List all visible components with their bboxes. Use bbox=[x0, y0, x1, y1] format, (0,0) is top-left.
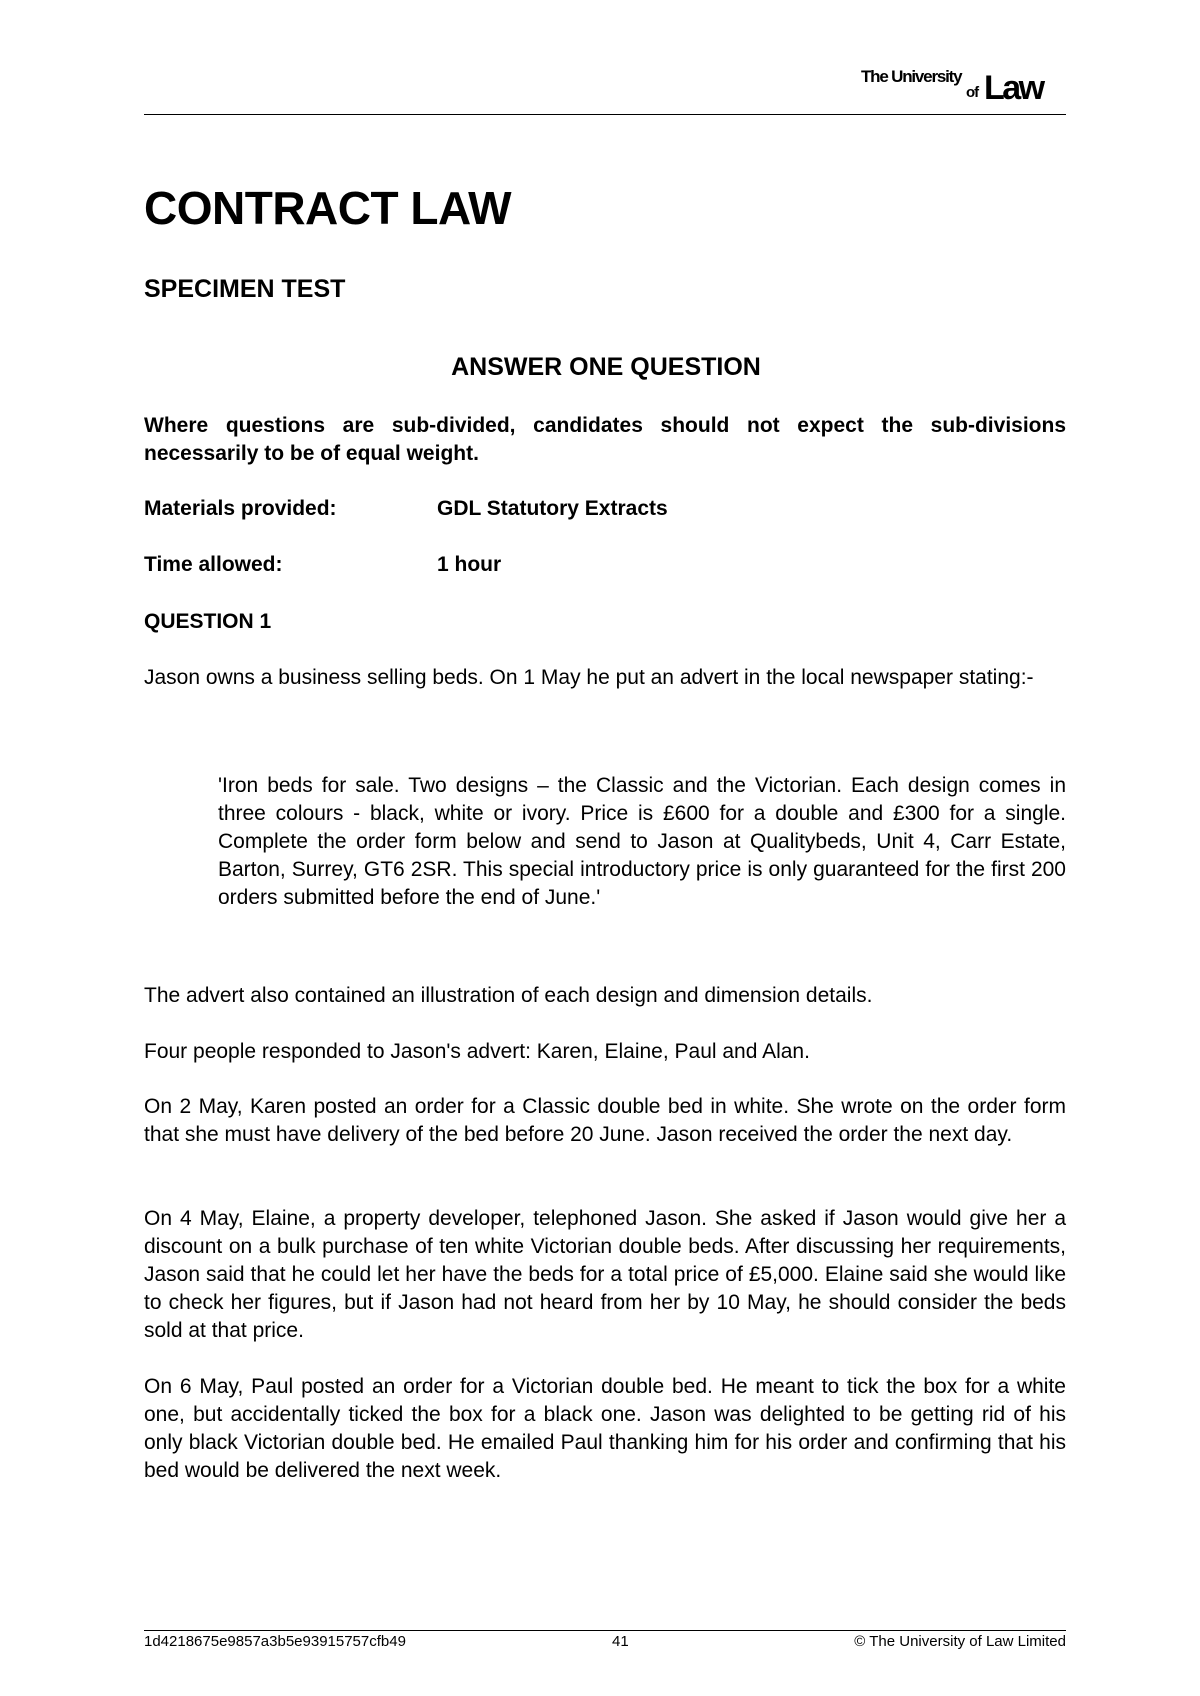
logo-line-3: Law bbox=[984, 69, 1043, 107]
paragraph-elaine: On 4 May, Elaine, a property developer, telephoned Jason. She asked if Jason would give her a discount on a bulk purchase of ten white Victorian double beds. After discussing her requirements, Jason said that he could let her have the beds for a total price of £5,000. Elaine said she would like to check her figures, but if Jason had not heard from her by 10 May, he should consider the beds sold at that price. bbox=[144, 1207, 1066, 1342]
paragraph-karen: On 2 May, Karen posted an order for a Classic double bed in white. She wrote on the order form that she must have delivery of the bed before 20 June. Jason received the order the next day. bbox=[144, 1095, 1066, 1146]
materials-row bbox=[144, 495, 668, 523]
question-heading: QUESTION 1 bbox=[144, 610, 272, 633]
university-logo bbox=[858, 62, 1066, 110]
logo-line-1: The University bbox=[861, 67, 962, 86]
advert-quote: 'Iron beds for sale. Two designs – the Classic and the Victorian. Each design comes in three colours - black, white or ivory. Price is £600 for a double and £300 for a single. Complete the order form below and send to Jason at Qualitybeds, Unit 4, Carr Estate, Barton, Surrey, GT6 2SR. This special introductory price is only guaranteed for the first 200 orders submitted before the end of June.' bbox=[218, 774, 1066, 909]
instruction-text: Where questions are sub-divided, candidates should not expect the sub-divisions necessarily to be of equal weight. bbox=[144, 414, 1066, 465]
paragraph-illustration: The advert also contained an illustration of each design and dimension details. bbox=[144, 984, 873, 1007]
footer-page-number: 41 bbox=[612, 1633, 629, 1650]
time-label: Time allowed: bbox=[144, 553, 283, 576]
materials-label: Materials provided: bbox=[144, 497, 337, 520]
paragraph-paul: On 6 May, Paul posted an order for a Victorian double bed. He meant to tick the box for a white one, but accidentally ticked the box for a black one. Jason was delighted to be getting rid of his only black Victorian double bed. He emailed Paul thanking him for his order and confirming that his bed would be delivered the next week. bbox=[144, 1375, 1066, 1482]
instruction-heading: ANSWER ONE QUESTION bbox=[451, 353, 761, 381]
paragraph-intro: Jason owns a business selling beds. On 1 May he put an advert in the local newspaper stating:- bbox=[144, 666, 1034, 689]
header-rule bbox=[144, 114, 1066, 115]
materials-value: GDL Statutory Extracts bbox=[437, 497, 668, 520]
page-subtitle: SPECIMEN TEST bbox=[144, 275, 346, 303]
page-title: CONTRACT LAW bbox=[144, 182, 512, 234]
time-value: 1 hour bbox=[437, 553, 502, 576]
footer-rule bbox=[144, 1630, 1066, 1631]
footer-doc-id: 1d4218675e9857a3b5e93915757cfb49 bbox=[144, 1633, 406, 1650]
time-row bbox=[144, 551, 502, 579]
logo-line-2: of bbox=[966, 84, 979, 101]
footer-copyright: © The University of Law Limited bbox=[854, 1633, 1066, 1650]
paragraph-responders: Four people responded to Jason's advert: Karen, Elaine, Paul and Alan. bbox=[144, 1040, 810, 1063]
